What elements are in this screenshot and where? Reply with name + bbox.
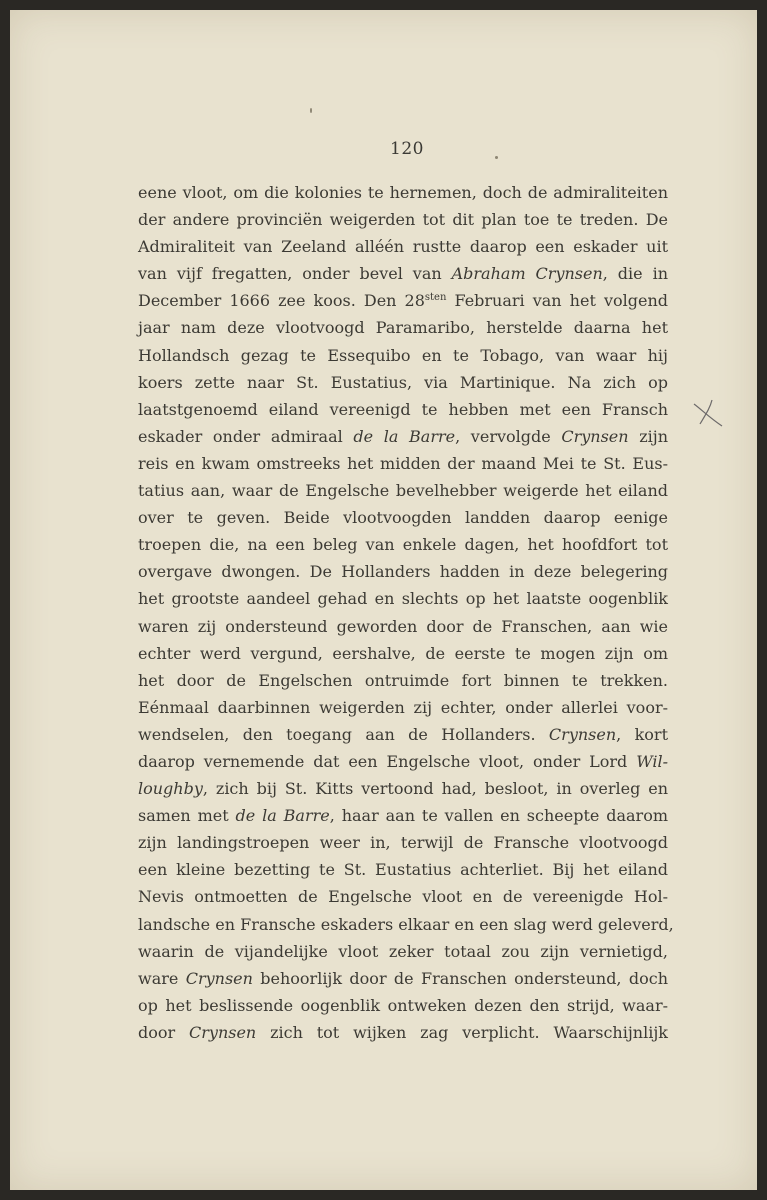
- text-segment: door: [138, 1022, 190, 1042]
- text-line: [138, 504, 668, 531]
- body-text: [138, 179, 674, 1046]
- italic-text: de la Barre: [235, 806, 330, 826]
- text-line: [138, 1019, 668, 1046]
- text-line: [138, 342, 668, 369]
- text-segment: een kleine bezetting te St. Eustatius achterliet. Bij het eiland: [138, 860, 668, 880]
- text-segment: , haar aan te vallen en scheepte daarom: [329, 806, 668, 826]
- text-segment: Eénmaal daarbinnen weigerden zij echter, onder allerlei voor-: [138, 697, 668, 717]
- text-segment: wendselen, den toegang aan de Hollanders.: [138, 724, 549, 744]
- text-segment: behoorlijk door de Franschen ondersteund, doch: [252, 968, 669, 988]
- text-line: [138, 992, 668, 1019]
- text-segment: eene vloot, om die kolonies te hernemen, doch de admiraliteiten: [138, 183, 668, 202]
- text-line: [138, 558, 668, 585]
- text-line: [138, 694, 668, 721]
- book-page: [10, 10, 757, 1190]
- text-line: [138, 667, 668, 694]
- italic-text: Wil-: [636, 751, 668, 771]
- italic-text: loughby: [138, 779, 203, 799]
- paper-speck: [495, 156, 498, 159]
- page-number: 120: [390, 139, 424, 159]
- text-line: [138, 477, 668, 504]
- text-line: [138, 585, 668, 612]
- text-segment: ware: [138, 968, 186, 988]
- italic-text: Crynsen: [185, 968, 253, 988]
- text-segment: koers zette naar St. Eustatius, via Martinique. Na zich op: [138, 372, 668, 392]
- text-line: [138, 856, 668, 883]
- text-line: [138, 287, 668, 314]
- text-segment: tatius aan, waar de Engelsche bevelhebber weigerde het eiland: [138, 481, 668, 501]
- paper-speck: [310, 108, 312, 113]
- text-segment: zich tot wijken zag verplicht. Waarschijnlijk: [256, 1022, 669, 1042]
- text-line: [138, 369, 668, 396]
- text-segment: landsche en Fransche eskaders elkaar en een slag werd geleverd,: [138, 914, 674, 934]
- text-line: [138, 531, 668, 558]
- text-line: [138, 179, 668, 206]
- text-segment: samen met: [138, 806, 236, 826]
- text-line: [138, 640, 668, 667]
- text-segment: op het beslissende oogenblik ontweken dezen den strijd, waar-: [138, 995, 668, 1015]
- margin-x-mark: [690, 396, 724, 430]
- text-segment: echter werd vergund, eershalve, de eerste te mogen zijn om: [138, 643, 668, 663]
- superscript: sten: [424, 292, 447, 304]
- text-segment: zijn: [628, 426, 669, 446]
- text-segment: over te geven. Beide vlootvoogden landden daarop eenige: [138, 508, 668, 528]
- text-segment: , vervolgde: [455, 426, 562, 446]
- text-segment: van vijf fregatten, onder bevel van: [138, 264, 452, 284]
- text-segment: troepen die, na een beleg van enkele dagen, het hoofdfort tot: [138, 535, 668, 555]
- italic-text: de la Barre: [353, 426, 456, 446]
- text-segment: Admiraliteit van Zeeland alléén rustte daarop een eskader uit: [138, 237, 668, 257]
- text-line: [138, 883, 668, 910]
- text-segment: zijn landingstroepen weer in, terwijl de Fransche vlootvoogd: [138, 833, 668, 853]
- text-segment: , die in: [602, 264, 668, 284]
- text-segment: waarin de vijandelijke vloot zeker totaal zou zijn vernietigd,: [138, 941, 668, 961]
- text-segment: het grootste aandeel gehad en slechts op het laatste oogenblik: [138, 589, 668, 609]
- text-line: [138, 938, 668, 965]
- text-segment: waren zij ondersteund geworden door de Franschen, aan wie: [138, 616, 668, 636]
- text-segment: , zich bij St. Kitts vertoond had, besloot, in overleg en: [202, 779, 668, 799]
- text-segment: Februari van het volgend: [446, 291, 668, 311]
- text-line: [138, 233, 668, 260]
- text-line: [138, 396, 668, 423]
- text-line: [138, 775, 668, 802]
- text-line: [138, 450, 668, 477]
- text-segment: , kort: [616, 724, 669, 744]
- text-segment: der andere provinciën weigerden tot dit plan toe te treden. De: [138, 210, 668, 230]
- text-line: [138, 829, 668, 856]
- italic-text: Abraham Crynsen: [451, 264, 603, 284]
- text-line: [138, 748, 668, 775]
- italic-text: Crynsen: [548, 724, 617, 744]
- text-segment: overgave dwongen. De Hollanders hadden in deze belegering: [138, 562, 668, 582]
- italic-text: Crynsen: [189, 1022, 257, 1042]
- text-segment: Hollandsch gezag te Essequibo en te Tobago, van waar hij: [138, 345, 668, 365]
- text-segment: December 1666 zee koos. Den 28: [138, 291, 425, 311]
- text-line: [138, 613, 668, 640]
- text-line: [138, 314, 668, 341]
- text-segment: jaar nam deze vlootvoogd Paramaribo, herstelde daarna het: [138, 318, 668, 338]
- text-line: [138, 423, 668, 450]
- italic-text: Crynsen: [561, 426, 629, 446]
- text-segment: Nevis ontmoetten de Engelsche vloot en de vereenigde Hol-: [138, 887, 668, 907]
- text-line: [138, 911, 674, 938]
- text-segment: eskader onder admiraal: [138, 426, 354, 446]
- text-line: [138, 206, 668, 233]
- text-line: [138, 965, 668, 992]
- text-line: [138, 260, 668, 287]
- text-segment: daarop vernemende dat een Engelsche vloot, onder Lord: [138, 751, 637, 771]
- text-line: [138, 802, 668, 829]
- text-segment: reis en kwam omstreeks het midden der maand Mei te St. Eus-: [138, 453, 668, 473]
- text-line: [138, 721, 668, 748]
- text-segment: het door de Engelschen ontruimde fort binnen te trekken.: [138, 670, 668, 690]
- text-segment: laatstgenoemd eiland vereenigd te hebben met een Fransch: [138, 399, 668, 419]
